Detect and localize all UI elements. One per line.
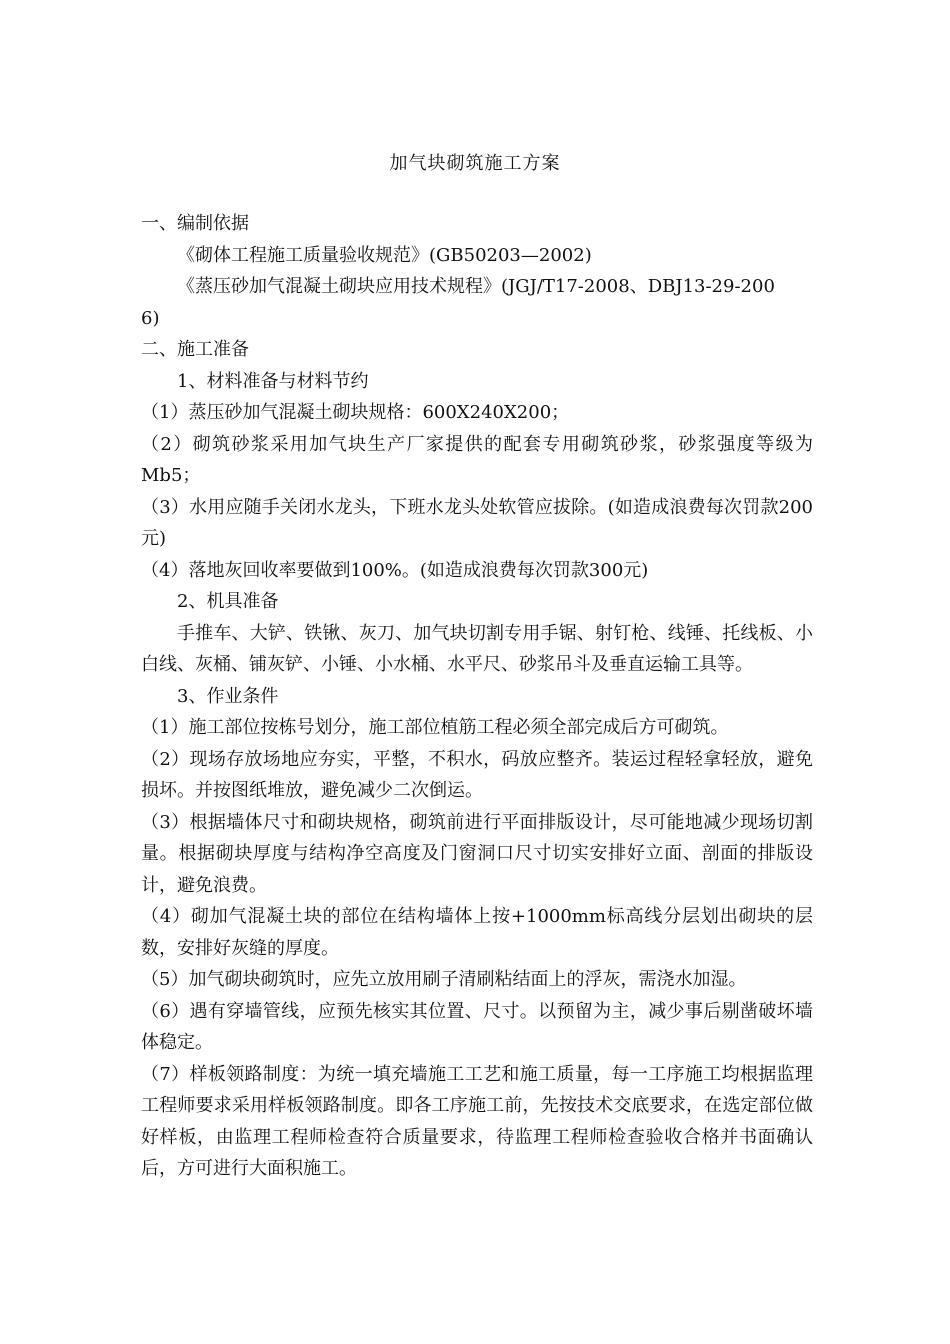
document-body bbox=[141, 208, 813, 1185]
condition-item-5: （5）加气砌块砌筑时，应先立放用刷子清刷粘结面上的浮灰，需浇水加湿。 bbox=[141, 969, 747, 990]
material-item-4: （4）落地灰回收率要做到100%。(如造成浪费每次罚款300元) bbox=[141, 559, 649, 581]
material-item-3: （3）水用应随手关闭水龙头，下班水龙头处软管应拔除。(如造成浪费每次罚款200元) bbox=[141, 496, 813, 549]
condition-item-6: （6）遇有穿墙管线，应预先核实其位置、尺寸。以预留为主，减少事后剔凿破坏墙体稳定。 bbox=[141, 1000, 813, 1053]
subsection-heading-materials: 1、材料准备与材料节约 bbox=[177, 370, 369, 392]
condition-item-4: （4）砌加气混凝土块的部位在结构墙体上按+1000mm标高线分层划出砌块的层数，安排好灰缝的厚度。 bbox=[141, 906, 813, 959]
material-item-1: （1）蒸压砂加气混凝土砌块规格：600X240X200； bbox=[141, 402, 570, 423]
condition-item-3: （3）根据墙体尺寸和砌块规格，砌筑前进行平面排版设计，尽可能地减少现场切割量。根据砌块厚度与结构净空高度及门窗洞口尺寸切实安排好立面、剖面的排版设计，避免浪费。 bbox=[141, 811, 813, 896]
tools-paragraph: 手推车、大铲、铁锹、灰刀、加气块切割专用手锯、射钉枪、线锤、托线板、小白线、灰桶、铺灰铲、小锤、小水桶、水平尺、砂浆吊斗及垂直运输工具等。 bbox=[141, 622, 813, 675]
condition-item-1: （1）施工部位按栋号划分，施工部位植筋工程必须全部完成后方可砌筑。 bbox=[141, 717, 729, 738]
reference-masonry-code: 《砌体工程施工质量验收规范》(GB50203—2002) bbox=[177, 244, 592, 266]
subsection-heading-conditions: 3、作业条件 bbox=[177, 685, 279, 707]
condition-item-7: （7）样板领路制度：为统一填充墙施工工艺和施工质量，每一工序施工均根据监理工程师要求采用样板领路制度。即各工序施工前，先按技术交底要求，在选定部位做好样板，由监理工程师检查符合质量要求，待监理工程师检查验收合格并书面确认后，方可进行大面积施工。 bbox=[141, 1063, 813, 1179]
reference-aac-code: 《蒸压砂加气混凝土砌块应用技术规程》(JGJ/T17-2008、DBJ13-29-200 bbox=[177, 276, 775, 297]
document-title: 加气块砌筑施工方案 bbox=[389, 153, 561, 174]
reference-aac-code-continued: 6) bbox=[141, 307, 160, 329]
section-heading-preparation: 二、施工准备 bbox=[141, 339, 249, 360]
material-item-2: （2）砌筑砂浆采用加气块生产厂家提供的配套专用砌筑砂浆，砂浆强度等级为Mb5； bbox=[141, 433, 813, 486]
section-heading-basis: 一、编制依据 bbox=[141, 213, 249, 234]
subsection-heading-tools: 2、机具准备 bbox=[177, 591, 279, 612]
condition-item-2: （2）现场存放场地应夯实，平整，不积水，码放应整齐。装运过程轻拿轻放，避免损坏。并按图纸堆放，避免减少二次倒运。 bbox=[141, 748, 813, 801]
